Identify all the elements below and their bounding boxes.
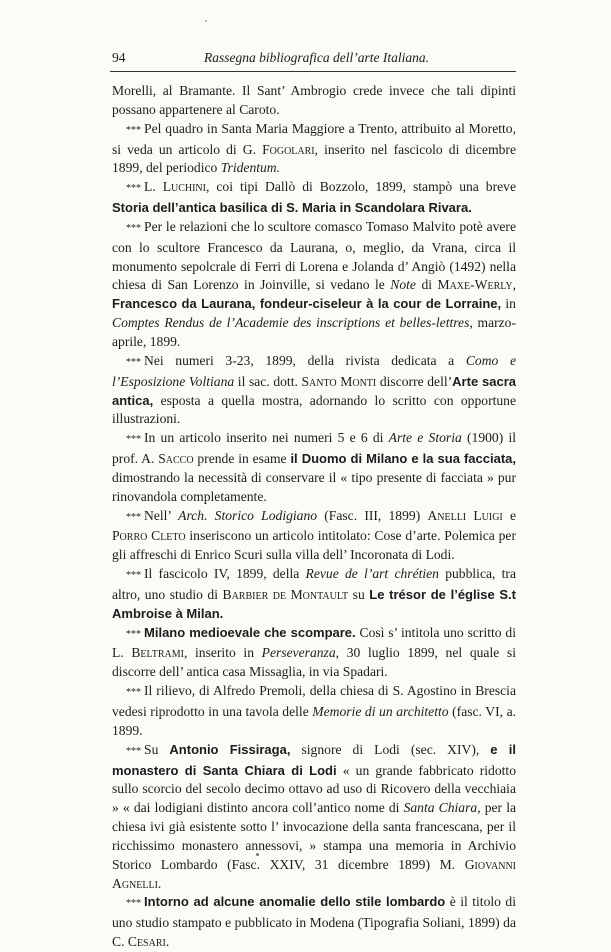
running-title: Rassegna bibliografica dell’arte Italiana. [204, 50, 429, 65]
text-run: (Fasc. III, 1899) [317, 507, 428, 523]
text-run: in [501, 296, 516, 312]
italic-title: Tridentum. [220, 160, 281, 176]
paragraph [112, 178, 516, 218]
text-run: è il titolo di uno studio stampato e pubblicato in Modena (Tipografia Soliani, 1899) da C. [112, 894, 516, 950]
text-run: , 30 luglio 1899, nel quale si discorre dell’ antica casa Missaglia, in via Spadari. [112, 645, 516, 680]
header-rule [110, 71, 516, 72]
asterism-icon: * * * [126, 628, 141, 640]
asterism-icon: * * * [126, 745, 141, 757]
text-run: Per le relazioni che lo scultore comasco Tomaso Malvito potè avere con lo scultore Francesco da Laurana, o, meglio, da Vrana, circa il monumento sepolcrale di Ferri di Lorena e Jolanda d’ Angiò (1492) nella chiesa di San Lorenzo in Joinville, si vedano le [112, 218, 516, 293]
italic-title: Note [390, 277, 416, 293]
asterism-icon: * * * [126, 687, 141, 699]
paragraph [112, 82, 516, 120]
author-name: Giovanni Agnelli [112, 856, 516, 891]
text-run: , inserito in [183, 645, 262, 661]
bold-title: Arte sacra antica, [112, 373, 516, 408]
text-run: dimostrando la necessità di conservare il « tipo presente di facciata » pur rinovandola completamente. [112, 469, 516, 504]
text-run: Il fascicolo IV, 1899, della [144, 566, 306, 582]
author-name: Beltrami [131, 645, 184, 661]
text-run: il sac. dott. [234, 373, 302, 389]
italic-title: Revue de l’art chrétien [305, 566, 439, 582]
italic-title: Arte e Storia [388, 430, 462, 446]
bold-title: Intorno ad alcune anomalie dello stile lombardo [144, 894, 446, 910]
text-run: Nell’ [144, 507, 179, 523]
text-run: Il rilievo, di Alfredo Premoli, della chiesa di S. Agostino in Brescia vedesi riprodotto in una tavola delle [112, 683, 516, 719]
italic-title: Como e l’Esposizione Voltiana [112, 352, 516, 389]
asterism-icon: * * * [126, 124, 141, 136]
bold-title: il Duomo di Milano e la sua facciata, [290, 451, 517, 467]
text-run: e [502, 507, 516, 523]
asterism-icon: * * * [126, 183, 141, 195]
text-run: , [512, 277, 516, 293]
italic-title: Arch. Storico Lodigiano [178, 507, 318, 523]
asterism-icon: * * * [126, 356, 141, 368]
text-run: esposta a quella mostra, adornando lo scritto con opportune illustrazioni. [112, 392, 516, 427]
text-run: L. [144, 179, 163, 195]
text-run: . [157, 875, 162, 891]
text-run: In un articolo inserito nei numeri 5 e 6 di [144, 430, 389, 446]
bold-title: Storia dell’antica basilica di S. Maria in Scandolara Rivara. [112, 200, 472, 216]
text-run: Su [144, 741, 170, 757]
page-body [112, 82, 516, 952]
text-run: Morelli, al Bramante. Il Sant’ Ambrogio crede invece che tali dipinti possano appartenere al Caroto. [112, 83, 516, 117]
paragraph [112, 120, 516, 179]
text-run: « un grande fabbricato ridotto sullo scorcio del secolo decimo ottavo ad uso di Ricovero della vecchiaia » « dai lodigiani distinto ancora coll’antico nome di [112, 762, 517, 816]
asterism-icon: * * * [126, 222, 141, 234]
text-run: Pel quadro in Santa Maria Maggiore a Trento, attribuito al Moretto, si veda un articolo di G. [112, 120, 516, 157]
italic-title: Santa Chiara [403, 800, 478, 816]
paper-speck [256, 853, 259, 856]
paragraph [112, 218, 516, 352]
author-name: Sacco [158, 451, 194, 467]
author-name: Cesari [127, 934, 166, 950]
author-name: Luchini [162, 179, 206, 195]
paragraph [112, 741, 516, 894]
asterism-icon: * * * [126, 511, 141, 523]
text-run: (fasc. VI, a. 1899. [112, 704, 516, 738]
text-run: , marzo-aprile, 1899. [112, 315, 516, 349]
author-name: Porro Cleto [112, 528, 186, 544]
text-run: , coi tipi Dallò di Bozzolo, 1899, stampò una breve [206, 179, 516, 195]
author-name: Maxe-Werly [437, 277, 513, 293]
asterism-icon: * * * [126, 570, 141, 582]
author-name: Anelli Luigi [427, 507, 503, 523]
text-run: pubblica, tra altro, uno studio di [112, 566, 516, 602]
bold-title: e il monastero di Santa Chiara di Lodi [112, 741, 516, 778]
paragraph [112, 429, 516, 506]
bold-title: Antonio Fissiraga, [169, 741, 291, 757]
paragraph [112, 507, 516, 566]
running-header [112, 50, 514, 66]
page-number: 94 [112, 50, 126, 65]
text-run: su [348, 586, 370, 602]
italic-title: Perseveranza [261, 645, 336, 661]
text-run: (1900) il prof. A. [112, 430, 517, 467]
paragraph [112, 893, 516, 952]
bold-title: Francesco da Laurana, fondeur-ciseleur à la cour de Lorraine, [112, 296, 502, 312]
author-name: Fogolari [262, 141, 315, 157]
paragraph [112, 565, 516, 624]
asterism-icon: * * * [126, 898, 141, 910]
paragraph [112, 624, 516, 683]
text-run: inseriscono un articolo intitolato: Cose d’arte. Polemica per gli affreschi di Enrico Scuri sulla villa dell’ Incoronata di Lodi. [112, 528, 516, 563]
italic-title: Comptes Rendus de l’Academie des inscriptions et belles-lettres [112, 315, 470, 331]
text-run: , inserito nel fascicolo di dicembre 1899, del periodico [112, 141, 516, 176]
text-run: Così s’ intitola uno scritto di L. [112, 624, 516, 661]
paper-speck [205, 20, 207, 22]
text-run: signore di Lodi (sec. XIV), [290, 741, 491, 757]
bold-title: Le trésor de l’église S.t Ambroise à Milan. [112, 586, 516, 621]
paragraph [112, 682, 516, 741]
author-name: Santo Monti [301, 373, 377, 389]
author-name: Barbier de Montault [222, 586, 349, 602]
text-run: discorre dell’ [376, 373, 453, 389]
text-run: , per la chiesa ivi già esistente sotto l’ invocazione della santa francescana, per il ricchissimo monastero annessovi, » stampa una memoria in Archivio Storico Lombardo (Fasc. XXIV, 31 dicembre 1899) M. [112, 800, 517, 872]
paragraph [112, 352, 516, 429]
italic-title: Memorie di un architetto [312, 704, 449, 719]
asterism-icon: * * * [126, 434, 141, 446]
bold-title: Milano medioevale che scompare. [144, 624, 356, 640]
text-run: Nei numeri 3-23, 1899, della rivista dedicata a [144, 352, 466, 368]
text-run: di [415, 277, 438, 293]
text-run: prende in esame [193, 451, 291, 467]
text-run: . [165, 934, 170, 950]
